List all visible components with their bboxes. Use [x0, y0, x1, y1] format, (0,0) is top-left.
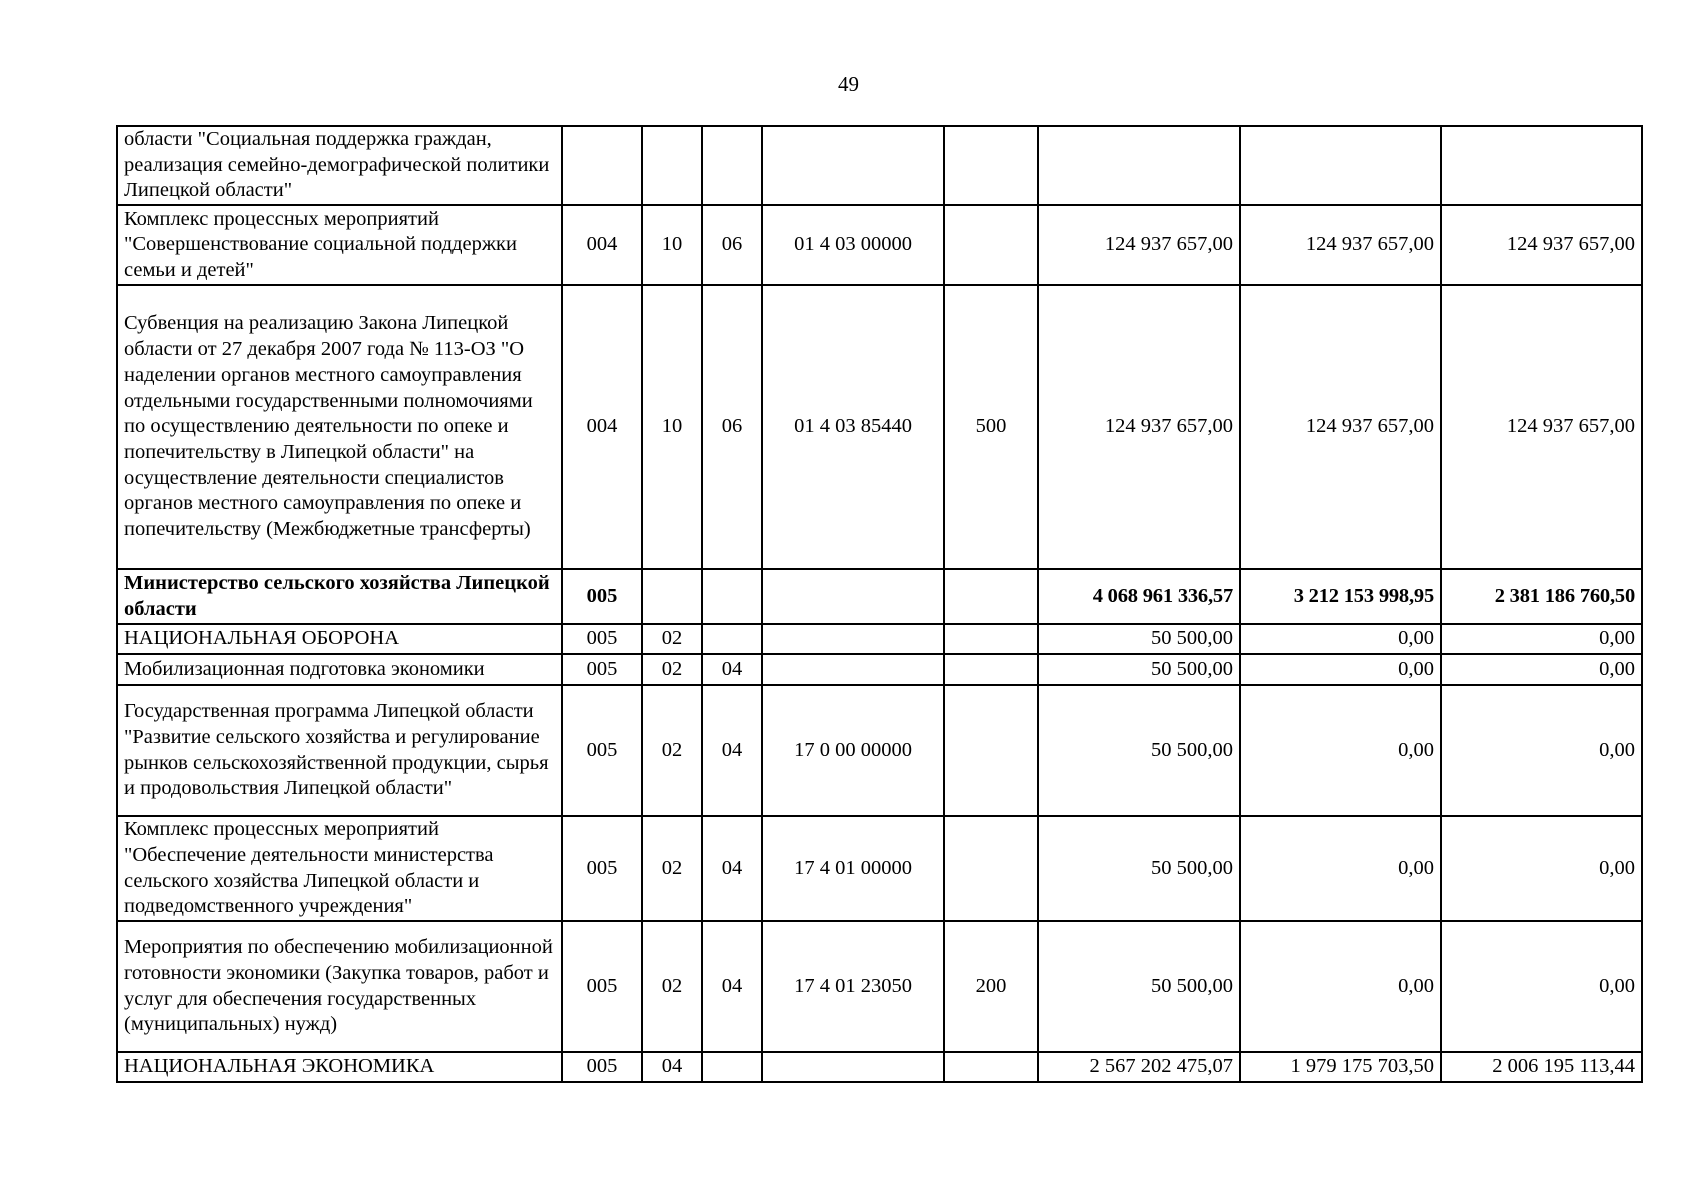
section-code — [642, 569, 702, 624]
amount-year-3: 0,00 — [1441, 816, 1642, 921]
expense-type-code — [944, 816, 1038, 921]
expense-type-code — [944, 624, 1038, 654]
table-row — [117, 654, 1642, 685]
subsection-code: 04 — [702, 685, 762, 816]
target-article-code: 01 4 03 85440 — [762, 285, 944, 569]
ministry-code: 005 — [562, 654, 642, 685]
expense-type-code: 200 — [944, 921, 1038, 1052]
expense-type-code — [944, 126, 1038, 205]
row-name: области "Социальная поддержка граждан, реализация семейно-демографической политики Липецкой области" — [117, 126, 562, 205]
subsection-code: 04 — [702, 654, 762, 685]
table-row — [117, 205, 1642, 285]
ministry-code: 005 — [562, 816, 642, 921]
amount-year-1: 2 567 202 475,07 — [1038, 1052, 1240, 1082]
amount-year-2: 0,00 — [1240, 816, 1441, 921]
row-name: Комплекс процессных мероприятий "Обеспечение деятельности министерства сельского хозяйства Липецкой области и подведомственного учреждения" — [117, 816, 562, 921]
ministry-code: 005 — [562, 569, 642, 624]
target-article-code — [762, 569, 944, 624]
budget-table — [116, 125, 1643, 1083]
amount-year-3: 124 937 657,00 — [1441, 285, 1642, 569]
row-name: НАЦИОНАЛЬНАЯ ОБОРОНА — [117, 624, 562, 654]
amount-year-2: 1 979 175 703,50 — [1240, 1052, 1441, 1082]
target-article-code — [762, 624, 944, 654]
expense-type-code — [944, 569, 1038, 624]
amount-year-1: 50 500,00 — [1038, 624, 1240, 654]
amount-year-3: 0,00 — [1441, 921, 1642, 1052]
section-code: 02 — [642, 624, 702, 654]
amount-year-2: 0,00 — [1240, 624, 1441, 654]
amount-year-1: 124 937 657,00 — [1038, 285, 1240, 569]
amount-year-3: 0,00 — [1441, 654, 1642, 685]
subsection-code — [702, 126, 762, 205]
table-row — [117, 126, 1642, 205]
amount-year-1: 4 068 961 336,57 — [1038, 569, 1240, 624]
target-article-code: 17 4 01 00000 — [762, 816, 944, 921]
table-row — [117, 569, 1642, 624]
ministry-code: 005 — [562, 1052, 642, 1082]
expense-type-code — [944, 1052, 1038, 1082]
amount-year-1: 50 500,00 — [1038, 654, 1240, 685]
ministry-code: 005 — [562, 921, 642, 1052]
target-article-code: 01 4 03 00000 — [762, 205, 944, 285]
row-name: Мероприятия по обеспечению мобилизационной готовности экономики (Закупка товаров, работ и услуг для обеспечения государственных (муниципальных) нужд) — [117, 921, 562, 1052]
ministry-code: 004 — [562, 205, 642, 285]
amount-year-3 — [1441, 126, 1642, 205]
target-article-code — [762, 126, 944, 205]
amount-year-2: 3 212 153 998,95 — [1240, 569, 1441, 624]
table-row — [117, 685, 1642, 816]
amount-year-3: 2 006 195 113,44 — [1441, 1052, 1642, 1082]
row-name: НАЦИОНАЛЬНАЯ ЭКОНОМИКА — [117, 1052, 562, 1082]
subsection-code: 06 — [702, 285, 762, 569]
section-code: 02 — [642, 921, 702, 1052]
amount-year-3: 124 937 657,00 — [1441, 205, 1642, 285]
amount-year-1: 50 500,00 — [1038, 816, 1240, 921]
ministry-code: 004 — [562, 285, 642, 569]
row-name: Комплекс процессных мероприятий "Совершенствование социальной поддержки семьи и детей" — [117, 205, 562, 285]
section-code: 10 — [642, 205, 702, 285]
target-article-code — [762, 1052, 944, 1082]
section-code: 02 — [642, 816, 702, 921]
target-article-code — [762, 654, 944, 685]
section-code — [642, 126, 702, 205]
subsection-code: 06 — [702, 205, 762, 285]
ministry-code — [562, 126, 642, 205]
section-code: 10 — [642, 285, 702, 569]
expense-type-code: 500 — [944, 285, 1038, 569]
table-row — [117, 921, 1642, 1052]
amount-year-1 — [1038, 126, 1240, 205]
amount-year-1: 124 937 657,00 — [1038, 205, 1240, 285]
amount-year-3: 2 381 186 760,50 — [1441, 569, 1642, 624]
amount-year-2: 0,00 — [1240, 685, 1441, 816]
target-article-code: 17 0 00 00000 — [762, 685, 944, 816]
subsection-code — [702, 624, 762, 654]
ministry-code: 005 — [562, 624, 642, 654]
table-row — [117, 1052, 1642, 1082]
amount-year-3: 0,00 — [1441, 685, 1642, 816]
table-row — [117, 624, 1642, 654]
row-name: Субвенция на реализацию Закона Липецкой области от 27 декабря 2007 года № 113-ОЗ "О наделении органов местного самоуправления отдельными государственными полномочиями по осуществлению деятельности по опеке и попечительству в Липецкой области" на осуществление деятельности специалистов органов местного самоуправления по опеке и попечительству (Межбюджетные трансферты) — [117, 285, 562, 569]
ministry-code: 005 — [562, 685, 642, 816]
amount-year-2: 124 937 657,00 — [1240, 285, 1441, 569]
amount-year-3: 0,00 — [1441, 624, 1642, 654]
amount-year-2: 0,00 — [1240, 921, 1441, 1052]
table-row — [117, 816, 1642, 921]
expense-type-code — [944, 685, 1038, 816]
subsection-code — [702, 569, 762, 624]
expense-type-code — [944, 654, 1038, 685]
amount-year-2 — [1240, 126, 1441, 205]
amount-year-2: 0,00 — [1240, 654, 1441, 685]
amount-year-2: 124 937 657,00 — [1240, 205, 1441, 285]
section-code: 02 — [642, 685, 702, 816]
row-name: Министерство сельского хозяйства Липецкой области — [117, 569, 562, 624]
amount-year-1: 50 500,00 — [1038, 685, 1240, 816]
expense-type-code — [944, 205, 1038, 285]
row-name: Государственная программа Липецкой области "Развитие сельского хозяйства и регулирование рынков сельскохозяйственной продукции, сырья и продовольствия Липецкой области" — [117, 685, 562, 816]
section-code: 04 — [642, 1052, 702, 1082]
row-name: Мобилизационная подготовка экономики — [117, 654, 562, 685]
subsection-code — [702, 1052, 762, 1082]
section-code: 02 — [642, 654, 702, 685]
amount-year-1: 50 500,00 — [1038, 921, 1240, 1052]
subsection-code: 04 — [702, 921, 762, 1052]
table-row — [117, 285, 1642, 569]
target-article-code: 17 4 01 23050 — [762, 921, 944, 1052]
page-number: 49 — [838, 72, 859, 96]
subsection-code: 04 — [702, 816, 762, 921]
